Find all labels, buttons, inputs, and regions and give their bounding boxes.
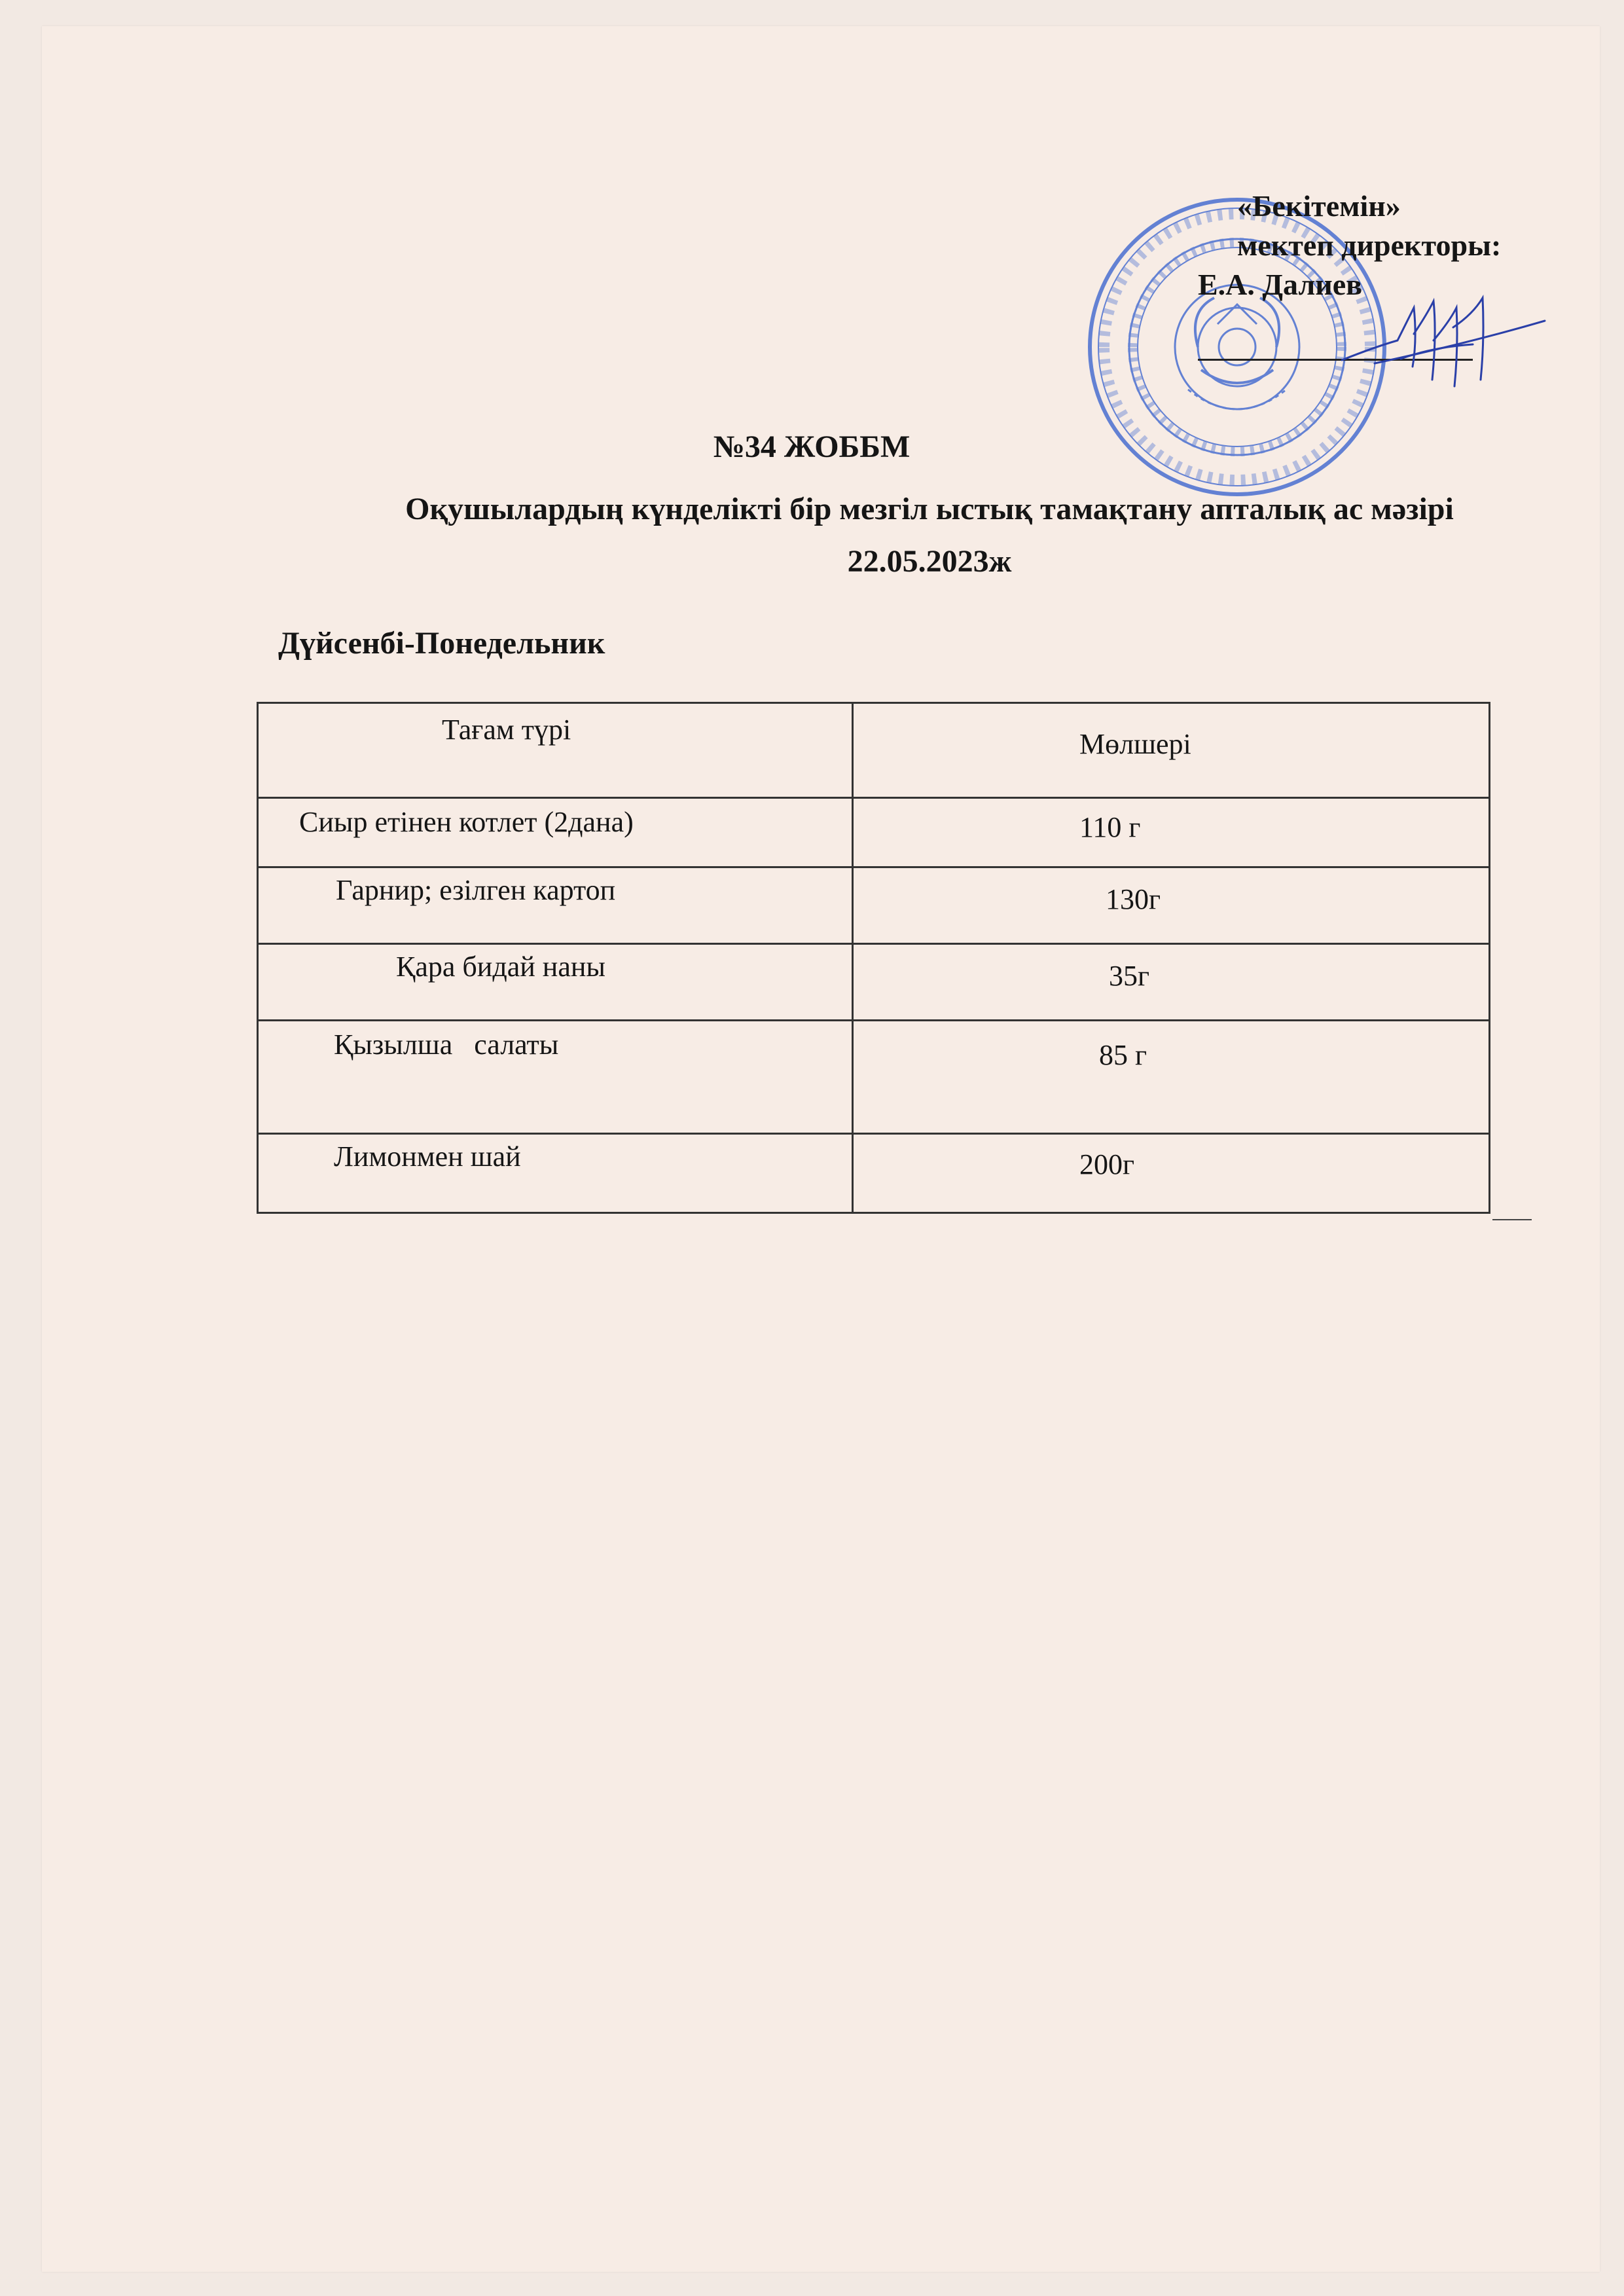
day-heading: Дүйсенбі-Понедельник [278, 626, 605, 661]
table-row [258, 944, 1490, 1021]
dish-cell: Қызылша салаты [258, 1021, 853, 1134]
menu-date: 22.05.2023ж [847, 544, 1012, 579]
dish-cell: Қара бидай наны [258, 944, 853, 1021]
approval-title: «Бекітемін» [1237, 189, 1401, 223]
director-name: Е.А. Далиев [1198, 268, 1363, 301]
dish-cell: Гарнир; езілген картоп [258, 867, 853, 944]
menu-table [257, 702, 1490, 1214]
table-header-row [258, 703, 1490, 798]
handwritten-signature-icon [1335, 282, 1551, 399]
amount-cell: 110 г [853, 798, 1490, 867]
amount-cell: 130г [853, 867, 1490, 944]
amount-cell: 85 г [853, 1021, 1490, 1134]
amount-cell: 35г [853, 944, 1490, 1021]
amount-cell: 200г [853, 1134, 1490, 1213]
table-border-extension [1492, 1219, 1532, 1220]
menu-subtitle: Оқушылардың күнделікті бір мезгіл ыстық тамақтану апталық ас мәзірі [405, 492, 1454, 526]
table-row [258, 1021, 1490, 1134]
school-title: №34 ЖОББМ [713, 429, 911, 464]
dish-cell: Сиыр етінен котлет (2дана) [258, 798, 853, 867]
column-header-dish: Тағам түрі [258, 703, 853, 798]
table-row [258, 798, 1490, 867]
table-row [258, 1134, 1490, 1213]
dish-cell: Лимонмен шай [258, 1134, 853, 1213]
column-header-amount: Мөлшері [853, 703, 1490, 798]
approval-position: мектеп директоры: [1237, 228, 1502, 262]
table-row [258, 867, 1490, 944]
